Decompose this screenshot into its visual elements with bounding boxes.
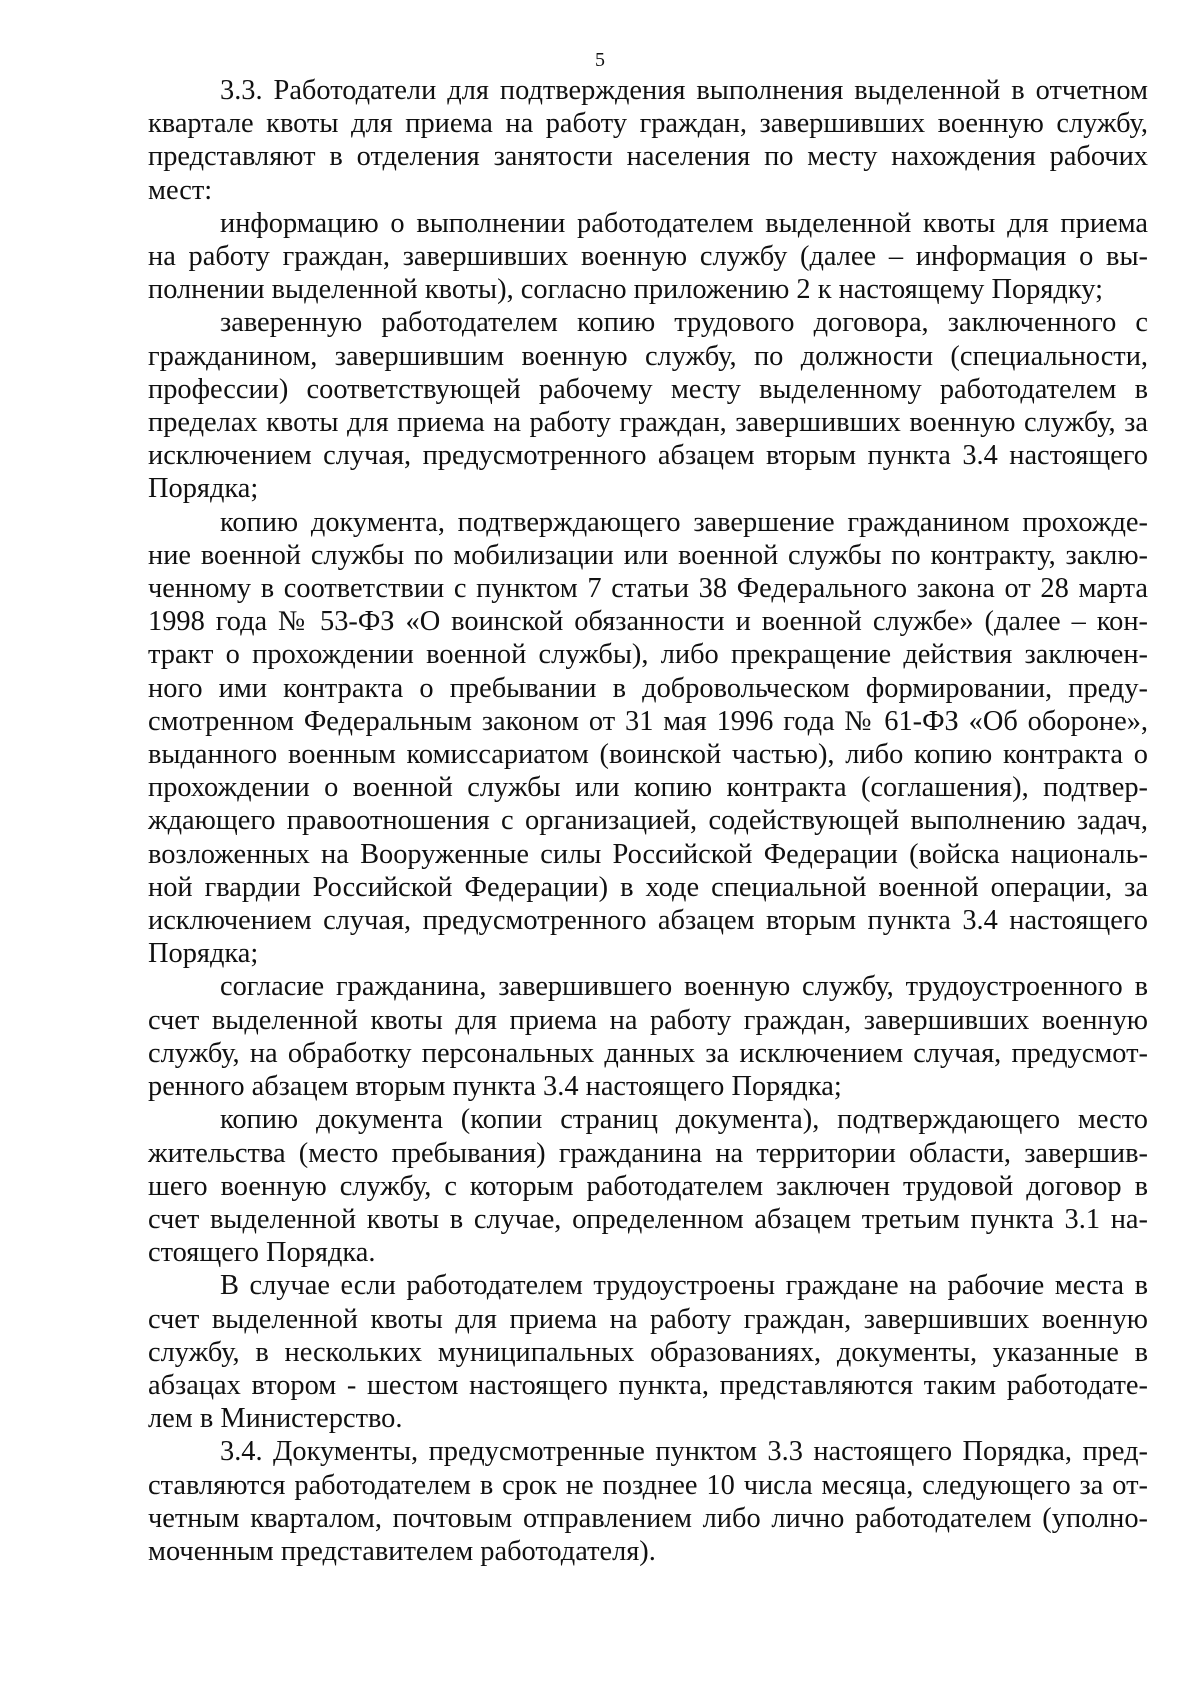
paragraph-3-3: 3.3. Работодатели для подтверждения выполнения выделенной в отчетном квартале квоты для приема на работу граждан, завершивших военную службу, представляют в отделения занятости населения по месту нахождения рабочих мест:: [148, 75, 1148, 206]
paragraph-service-completion-document: копию документа, подтверждающего завершение гражданином прохождение военной службы по мобилизации или военной службы по контракту, заключенному в соответствии с пунктом 7 статьи 38 Федерального закона от 28 марта 1998 года № 53-ФЗ «О воинской обязанности и военной службе» (далее – контракт о прохождении военной службы), либо прекращение действия заключенного ими контракта о пребывании в добровольческом формировании, предусмотренном Федеральным законом от 31 мая 1996 года № 61-ФЗ «Об обороне», выданного военным комиссариатом (воинской частью), либо копию контракта о прохождении о военной службы или копию контракта (соглашения), подтверждающего правоотношения с организацией, содействующей выполнению задач, возложенных на Вооруженные силы Российской Федерации (войска национальной гвардии Российской Федерации) в ходе специальной военной операции, за исключением случая, предусмотренного абзацем вторым пункта 3.4 настоящего Порядка;: [148, 506, 1148, 970]
document-body: [148, 74, 1148, 1568]
paragraph-3-4: 3.4. Документы, предусмотренные пунктом 3.3 настоящего Порядка, представляются работодателем в срок не позднее 10 числа месяца, следующего за отчетным кварталом, почтовым отправлением либо лично работодателем (уполномоченным представителем работодателя).: [148, 1436, 1148, 1567]
paragraph-employment-contract-copy: заверенную работодателем копию трудового договора, заключенного с гражданином, завершившим военную службу, по должности (специальности, профессии) соответствующей рабочему месту выделенному работодателем в пределах квоты для приема на работу граждан, завершивших военную службу, за исключением случая, предусмотренного абзацем вторым пункта 3.4 настоящего Порядка;: [148, 307, 1148, 505]
paragraph-quota-information: информацию о выполнении работодателем выделенной квоты для приема на работу граждан, завершивших военную службу (далее – информация о выполнении выделенной квоты), согласно приложению 2 к настоящему Порядку;: [148, 207, 1148, 306]
page-number: 5: [595, 49, 605, 71]
paragraph-multiple-municipalities: В случае если работодателем трудоустроены граждане на рабочие места в счет выделенной квоты для приема на работу граждан, завершивших военную службу, в нескольких муниципальных образованиях, документы, указанные в абзацах втором - шестом настоящего пункта, представляются таким работодателем в Министерство.: [148, 1270, 1148, 1435]
paragraph-residence-document: копию документа (копии страниц документа), подтверждающего место жительства (место пребывания) гражданина на территории области, завершившего военную службу, с которым работодателем заключен трудовой договор в счет выделенной квоты в случае, определенном абзацем третьим пункта 3.1 настоящего Порядка.: [148, 1104, 1148, 1269]
paragraph-personal-data-consent: согласие гражданина, завершившего военную службу, трудоустроенного в счет выделенной квоты для приема на работу граждан, завершивших военную службу, на обработку персональных данных за исключением случая, предусмотренного абзацем вторым пункта 3.4 настоящего Порядка;: [148, 971, 1148, 1103]
